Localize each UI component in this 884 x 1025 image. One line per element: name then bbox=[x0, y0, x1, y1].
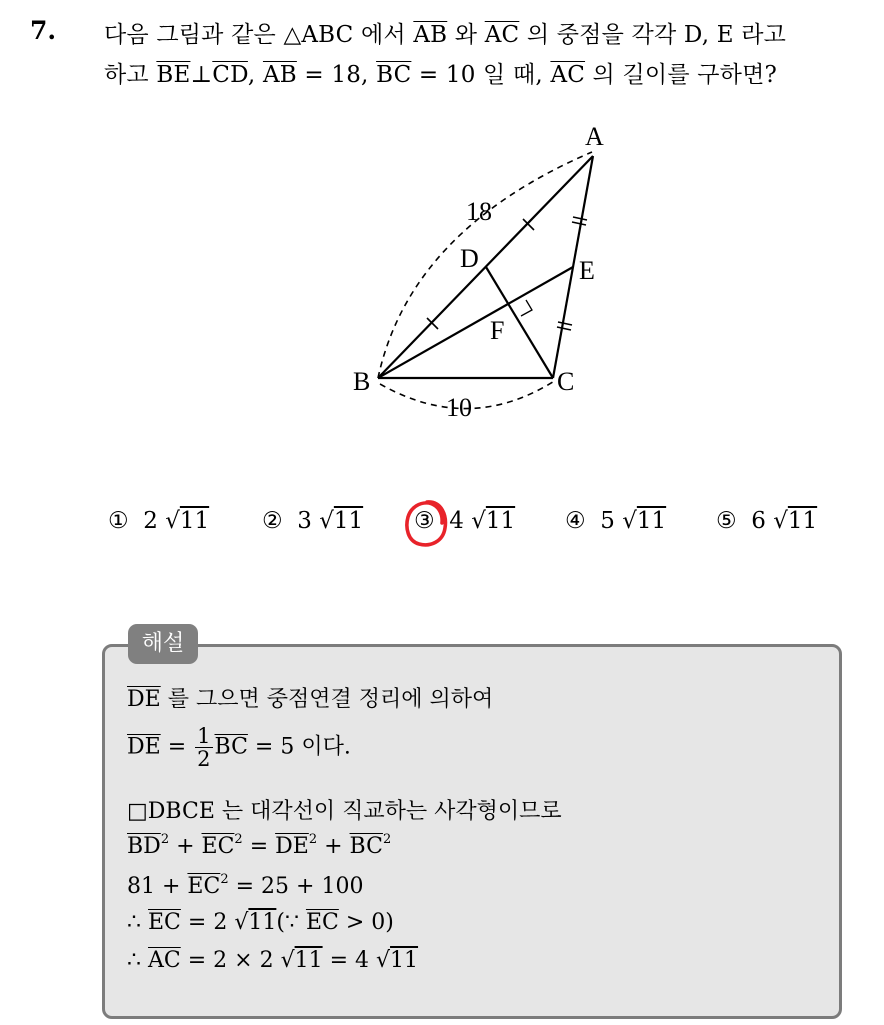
segment-be: $\overline{BE}$ bbox=[156, 62, 191, 88]
text: = 10 일 때, bbox=[411, 62, 551, 88]
solution-tag: 해설 bbox=[128, 624, 198, 664]
choice-number: ④ bbox=[565, 508, 586, 534]
segment-ab: $\overline{AB}$ bbox=[262, 62, 297, 88]
sqrt-expression: √ 11 bbox=[319, 508, 363, 534]
question-text-line-2 bbox=[104, 56, 777, 89]
perpendicular-symbol: ⊥ bbox=[190, 62, 213, 88]
label-c: C bbox=[557, 367, 575, 396]
question-number: 7. bbox=[30, 16, 57, 45]
choice-coefficient: 5 bbox=[600, 508, 615, 534]
segment-de: $\overline{DE}$ bbox=[127, 687, 161, 712]
text: , bbox=[247, 62, 263, 88]
segment-cd: $\overline{CD}$ bbox=[212, 62, 248, 88]
sqrt-expression: √ 11 bbox=[281, 948, 323, 973]
segment-de: $\overline{DE}$ bbox=[275, 834, 309, 859]
segment-bc: $\overline{BC}$ bbox=[214, 734, 248, 760]
text: = 18, bbox=[296, 62, 377, 88]
choice-coefficient: 2 bbox=[143, 508, 158, 534]
sqrt-expression: √ 11 bbox=[471, 508, 515, 534]
text: = 5 이다. bbox=[247, 734, 351, 760]
side-ab bbox=[378, 156, 593, 378]
text: 하고 bbox=[104, 62, 157, 88]
segment-bc: $\overline{BC}$ bbox=[349, 834, 383, 859]
solution-line-6: ∴ $\overline{EC} = 2$ √ 11(∵ $\overline{EC} > 0$) bbox=[127, 910, 394, 935]
segment-ac: $\overline{AC}$ bbox=[484, 22, 520, 48]
ab-length-label: 18 bbox=[466, 197, 492, 226]
solution-line-7: ∴ $\overline{AC} = 2 \times 2$ √ 11 = 4 √ 11 bbox=[127, 948, 418, 973]
bc-length-label: 10 bbox=[446, 393, 472, 422]
segment-ac: $\overline{AC}$ bbox=[550, 62, 586, 88]
solution-line-3: □DBCE 는 대각선이 직교하는 사각형이므로 bbox=[127, 799, 562, 824]
choice-5[interactable] bbox=[716, 508, 817, 534]
sqrt-expression: √ 11 bbox=[234, 910, 276, 935]
segment-ab: $\overline{AB}$ bbox=[413, 22, 448, 48]
sqrt-expression: √ 11 bbox=[165, 508, 209, 534]
tick-mark bbox=[523, 219, 534, 230]
text: 의 중점을 각각 D, E 라고 bbox=[519, 22, 787, 48]
solution-line-1 bbox=[127, 682, 493, 713]
choice-number: ⑤ bbox=[716, 508, 737, 534]
label-b: B bbox=[353, 367, 371, 396]
segment-bd: $\overline{BD}$ bbox=[127, 834, 161, 859]
tick-mark bbox=[573, 217, 587, 220]
answer-circle-mark bbox=[402, 496, 452, 552]
text: 와 bbox=[447, 22, 485, 48]
solution-line-2 bbox=[127, 725, 351, 770]
label-e: E bbox=[579, 256, 595, 285]
label-d: D bbox=[460, 244, 479, 273]
tick-mark bbox=[427, 318, 438, 329]
sqrt-expression: √ 11 bbox=[376, 948, 418, 973]
tick-mark bbox=[558, 322, 572, 325]
choice-coefficient: 4 bbox=[449, 508, 464, 534]
choice-4[interactable] bbox=[565, 508, 666, 534]
tick-mark bbox=[572, 222, 586, 225]
question-text-line-1 bbox=[104, 16, 786, 49]
segment-ec: $\overline{EC}$ bbox=[148, 910, 181, 935]
segment-bc: $\overline{BC}$ bbox=[376, 62, 412, 88]
label-f: F bbox=[490, 316, 505, 345]
segment-ec: $\overline{EC}$ bbox=[201, 834, 235, 859]
label-a: A bbox=[585, 122, 604, 151]
sqrt-expression: √ 11 bbox=[773, 508, 817, 534]
choice-coefficient: 6 bbox=[751, 508, 766, 534]
segment-de: $\overline{DE}$ bbox=[127, 734, 161, 760]
segment-ec: $\overline{EC}$ bbox=[187, 874, 221, 899]
choice-2[interactable] bbox=[262, 508, 363, 534]
choice-number: ② bbox=[262, 508, 283, 534]
sqrt-expression: √ 11 bbox=[622, 508, 666, 534]
right-angle-mark bbox=[521, 300, 532, 316]
text: = bbox=[160, 734, 194, 760]
choice-1[interactable] bbox=[108, 508, 209, 534]
tick-mark bbox=[557, 327, 571, 330]
segment-ec: $\overline{EC}$ bbox=[305, 910, 339, 935]
solution-line-4: $\overline{BD}^2 + \overline{EC}^2 = \overline{DE}^2 + \overline{BC}^2$ bbox=[127, 832, 392, 859]
choice-number: ① bbox=[108, 508, 129, 534]
text: 의 길이를 구하면? bbox=[585, 62, 778, 88]
choice-number: ③ bbox=[414, 508, 435, 534]
text: 를 그으면 중점연결 정리에 의하여 bbox=[160, 687, 494, 712]
triangle-figure bbox=[340, 112, 640, 432]
solution-line-5: $81 + \overline{EC}^2 = 25 + 100$ bbox=[127, 872, 364, 899]
segment-ac: $\overline{AC}$ bbox=[148, 948, 181, 973]
choice-coefficient: 3 bbox=[297, 508, 312, 534]
text: 다음 그림과 같은 △ABC 에서 bbox=[104, 22, 414, 48]
fraction-one-half: $\frac{1}{2}$ bbox=[197, 724, 211, 771]
